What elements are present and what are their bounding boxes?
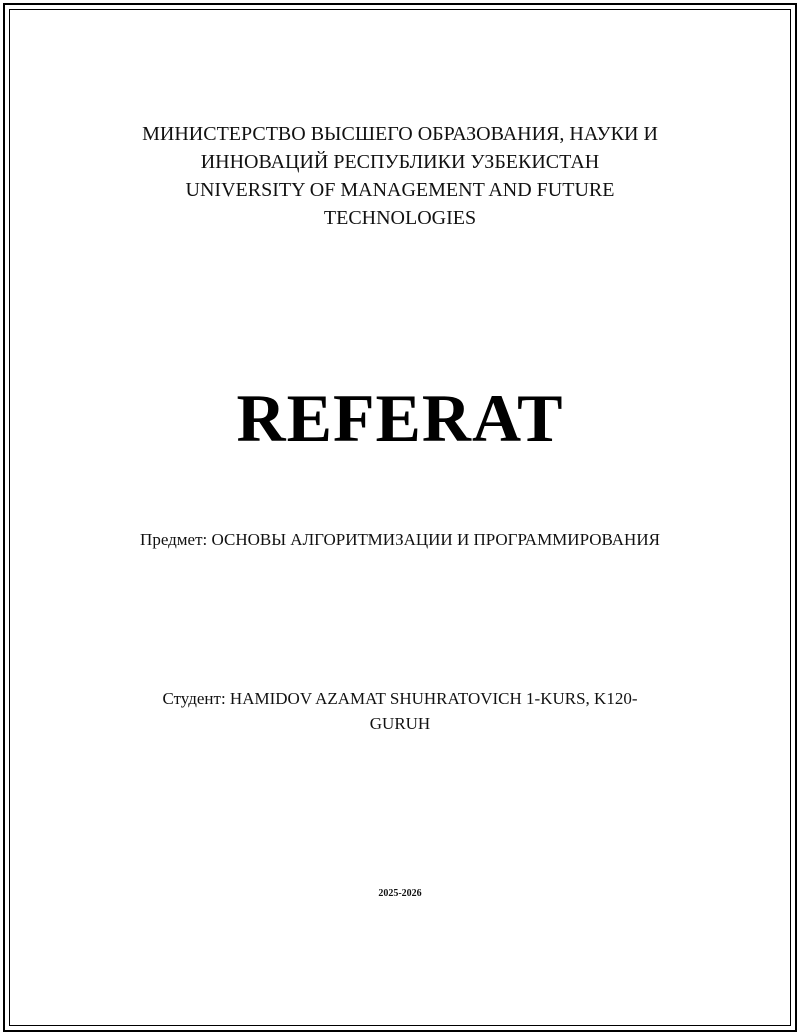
document-title: REFERAT <box>236 380 564 456</box>
university-line-2: TECHNOLOGIES <box>323 207 477 229</box>
ministry-line-2: ИННОВАЦИЙ РЕСПУБЛИКИ УЗБЕКИСТАН <box>200 151 600 173</box>
subject-line <box>40 528 760 552</box>
subject-value: ОСНОВЫ АЛГОРИТМИЗАЦИИ И ПРОГРАММИРОВАНИЯ <box>211 530 660 549</box>
subject-label: Предмет: <box>140 530 208 549</box>
university-line-1: UNIVERSITY OF MANAGEMENT AND FUTURE <box>185 179 615 201</box>
institution-header <box>60 120 740 232</box>
ministry-line-1: МИНИСТЕРСТВО ВЫСШЕГО ОБРАЗОВАНИЯ, НАУКИ И <box>142 123 658 145</box>
student-info <box>130 686 670 736</box>
academic-year: 2025-2026 <box>378 888 422 899</box>
student-line-1: Студент: HAMIDOV AZAMAT SHUHRATOVICH 1-KURS, K120- <box>162 689 638 708</box>
student-line-2: GURUH <box>369 714 431 733</box>
